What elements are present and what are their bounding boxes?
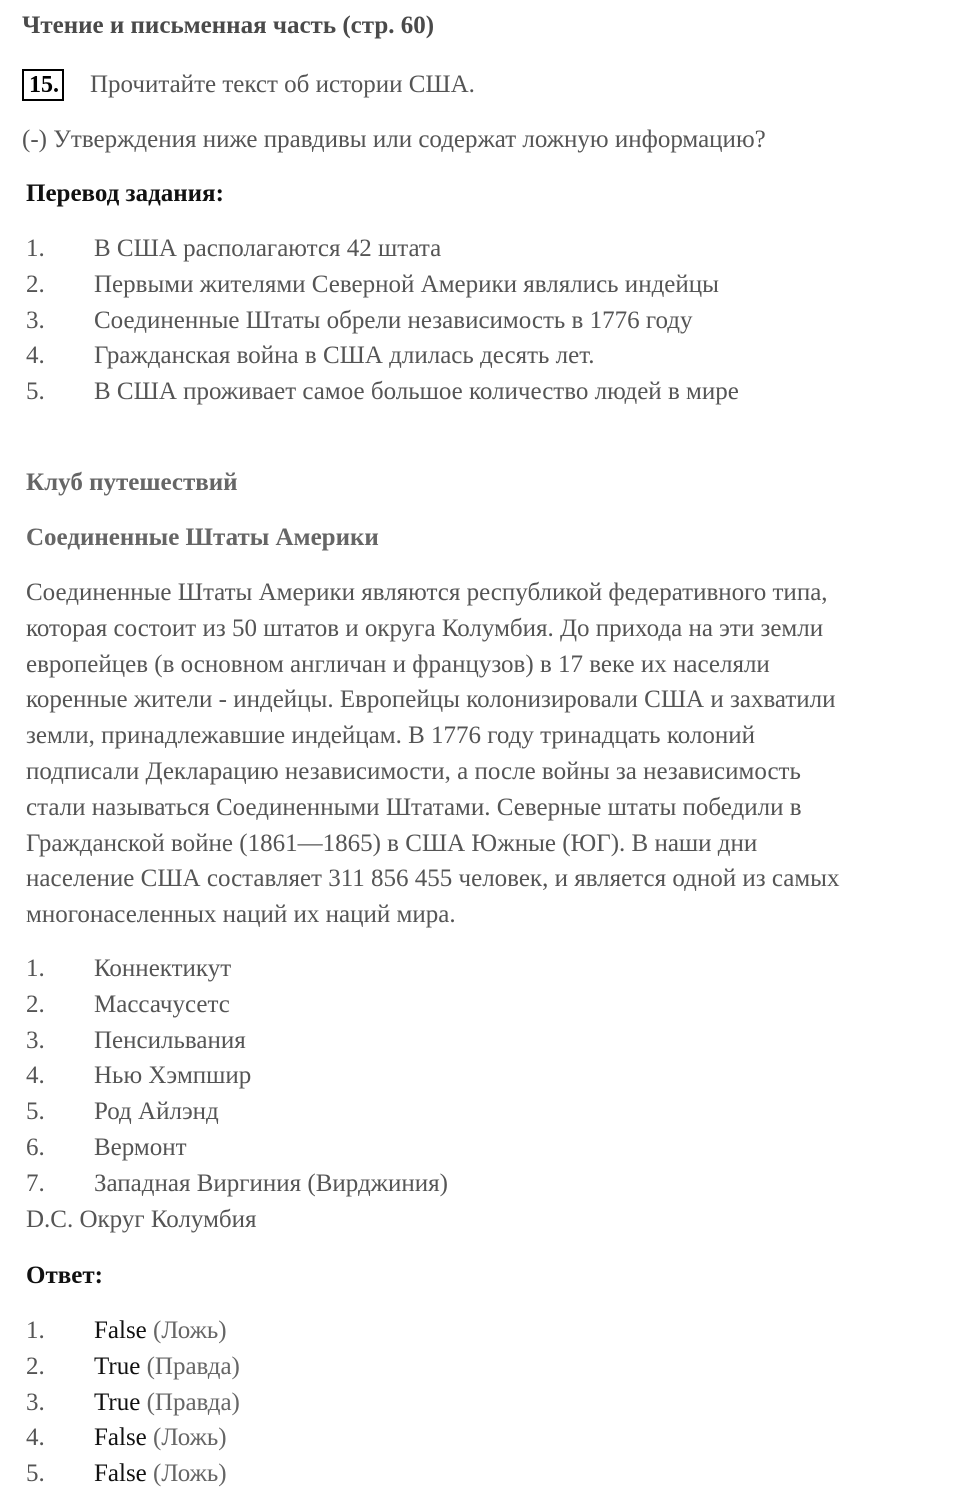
answer-translation: (Правда) bbox=[140, 1388, 240, 1416]
list-item bbox=[26, 987, 448, 1023]
article-line: земли, принадлежавшие индейцам. В 1776 году тринадцать колоний bbox=[26, 722, 755, 750]
answer-label: Ответ: bbox=[26, 1262, 103, 1289]
answers-list bbox=[26, 1313, 240, 1492]
list-item-number: 2. bbox=[26, 990, 45, 1018]
list-item-number: 4. bbox=[26, 1424, 45, 1452]
list-item-number: 4. bbox=[26, 342, 45, 370]
answer-translation: (Правда) bbox=[140, 1352, 240, 1380]
list-item-number: 1. bbox=[26, 235, 45, 262]
list-item-number: 5. bbox=[26, 1460, 45, 1488]
list-item-number: 6. bbox=[26, 1133, 45, 1161]
list-item bbox=[26, 267, 739, 303]
list-item-text: Соединенные Штаты обрели независимость в 1776 году bbox=[94, 306, 693, 334]
list-item-number: 5. bbox=[26, 378, 45, 406]
list-item bbox=[26, 374, 739, 410]
list-item bbox=[26, 1349, 240, 1385]
article-line: Соединенные Штаты Америки являются республикой федеративного типа, bbox=[26, 579, 828, 606]
answer-value: True bbox=[94, 1352, 141, 1380]
list-item bbox=[26, 1385, 240, 1421]
list-item bbox=[26, 338, 739, 374]
list-item-text: В США располагаются 42 штата bbox=[94, 235, 442, 262]
list-item-text: Западная Виргиния (Вирджиния) bbox=[94, 1169, 448, 1197]
list-item-text: Гражданская война в США длилась десять лет. bbox=[94, 342, 595, 370]
list-item bbox=[26, 231, 739, 267]
article-line: многонаселенных наций их наций мира. bbox=[26, 901, 456, 929]
list-item-number: 3. bbox=[26, 1388, 45, 1416]
list-item-number: 7. bbox=[26, 1169, 45, 1197]
list-item-number: 3. bbox=[26, 306, 45, 334]
list-item-number: 4. bbox=[26, 1062, 45, 1090]
task-header bbox=[22, 66, 475, 104]
dc-line: D.C. Округ Колумбия bbox=[26, 1206, 257, 1233]
list-item-number: 1. bbox=[26, 1317, 45, 1344]
task-number-box: 15. bbox=[22, 69, 64, 101]
list-item-text: Массачусетс bbox=[94, 990, 230, 1018]
list-item-text: Коннектикут bbox=[94, 955, 232, 982]
list-item bbox=[26, 1456, 240, 1492]
list-item-text: Род Айлэнд bbox=[94, 1098, 219, 1126]
list-item-number: 1. bbox=[26, 955, 45, 982]
list-item bbox=[26, 1130, 448, 1166]
article-line: коренные жители - индейцы. Европейцы колонизировали США и захватили bbox=[26, 686, 836, 714]
answer-translation: (Ложь) bbox=[146, 1424, 227, 1452]
list-item-number: 5. bbox=[26, 1098, 45, 1126]
article-line: население США составляет 311 856 455 человек, и является одной из самых bbox=[26, 865, 840, 893]
list-item bbox=[26, 1420, 240, 1456]
list-item-number: 2. bbox=[26, 1352, 45, 1380]
club-title: Клуб путешествий bbox=[26, 469, 238, 496]
article-line: стали называться Соединенными Штатами. Северные штаты победили в bbox=[26, 793, 802, 821]
article-line: подписали Декларацию независимости, а после войны за независимость bbox=[26, 757, 801, 785]
list-item-number: 3. bbox=[26, 1026, 45, 1054]
article-title: Соединенные Штаты Америки bbox=[26, 524, 379, 551]
list-item-text: В США проживает самое большое количество людей в мире bbox=[94, 378, 739, 406]
answer-translation: (Ложь) bbox=[146, 1460, 227, 1488]
states-list bbox=[26, 951, 448, 1202]
list-item bbox=[26, 1313, 240, 1349]
list-item-text: Вермонт bbox=[94, 1133, 187, 1161]
article-line: европейцев (в основном англичан и французов) в 17 веке их населяли bbox=[26, 650, 770, 678]
list-item bbox=[26, 1058, 448, 1094]
statements-list bbox=[26, 231, 739, 410]
section-title: Чтение и письменная часть (стр. 60) bbox=[22, 12, 435, 39]
list-item bbox=[26, 1166, 448, 1202]
answer-value: True bbox=[94, 1388, 141, 1416]
article-line: Гражданской войне (1861—1865) в США Южные (ЮГ). В наши дни bbox=[26, 829, 758, 857]
list-item bbox=[26, 1094, 448, 1130]
translation-label: Перевод задания: bbox=[26, 180, 224, 207]
answer-value: False bbox=[94, 1424, 147, 1452]
list-item bbox=[26, 1023, 448, 1059]
answer-translation: (Ложь) bbox=[146, 1317, 227, 1344]
task-instruction: Прочитайте текст об истории США. bbox=[90, 71, 475, 98]
list-item-text: Пенсильвания bbox=[94, 1026, 246, 1054]
article-line: которая состоит из 50 штатов и округа Колумбия. До прихода на эти земли bbox=[26, 614, 824, 642]
list-item-text: Нью Хэмпшир bbox=[94, 1062, 252, 1090]
list-item-number: 2. bbox=[26, 270, 45, 298]
answer-value: False bbox=[94, 1460, 147, 1488]
answer-value: False bbox=[94, 1317, 147, 1344]
list-item bbox=[26, 951, 448, 987]
article-body bbox=[26, 575, 926, 933]
list-item-text: Первыми жителями Северной Америки являлись индейцы bbox=[94, 270, 719, 298]
list-item bbox=[26, 303, 739, 339]
task-question: (-) Утверждения ниже правдивы или содержат ложную информацию? bbox=[22, 126, 766, 153]
